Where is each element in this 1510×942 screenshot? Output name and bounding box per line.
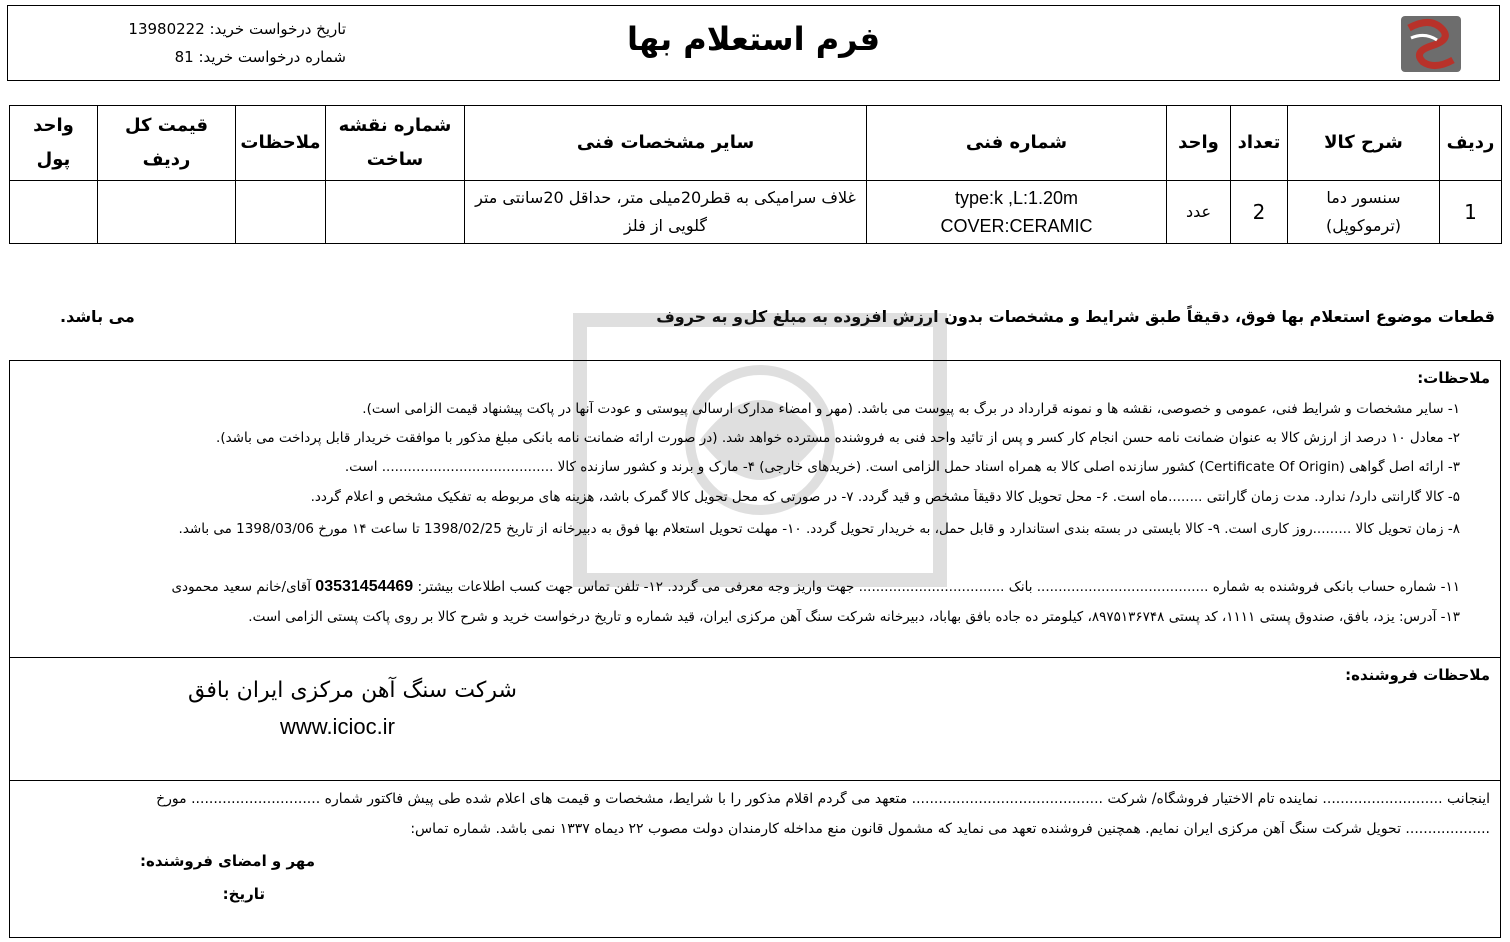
vendor-remarks-section <box>9 657 1501 781</box>
table-row <box>10 181 1502 244</box>
vendor-remarks-title: ملاحظات فروشنده: <box>1345 666 1490 684</box>
note-11 <box>20 578 1460 596</box>
pledge-line-1: اینجانب ........................... نماینده تام الاختیار فروشگاه/ شرکت ........................................... متعهد می گردم اقلام مذکور را با شرایط، مشخصات و قیمت های اعلام شده طی پیش فاکتور شماره ............................. مورخ <box>156 791 1490 807</box>
col-header-tech-no: شماره فنی <box>867 106 1167 181</box>
notes-section <box>9 360 1501 658</box>
cell-total <box>98 181 236 244</box>
request-date: تاریخ درخواست خرید: 13980222 <box>128 20 346 38</box>
note-5: ۵- کالا گارانتی دارد/ ندارد. مدت زمان گارانتی ........ماه است. ۶- محل تحویل کالا دقیقاً مشخص و قید گردد. ۷- در صورتی که محل تحویل کالا گمرک باشد، هزینه های مربوطه به تفکیک مشخص و اعلام گردد. <box>310 489 1460 505</box>
cell-description: سنسور دما (ترموکوپل) <box>1288 181 1440 244</box>
col-header-remarks: ملاحظات <box>236 106 326 181</box>
contact-person: آقای/خانم سعید محمودی <box>171 579 311 595</box>
company-name: شرکت سنگ آهن مرکزی ایران بافق <box>188 678 517 703</box>
contact-phone: 03531454469 <box>315 578 414 595</box>
statement-end: می باشد. <box>60 307 135 326</box>
table-header-row <box>10 106 1502 181</box>
tech-no-line-1: type:k ,L:1.20m <box>954 188 1079 208</box>
price-statement <box>60 307 1495 335</box>
vendor-pledge-section <box>9 780 1501 938</box>
col-header-other-spec: سایر مشخصات فنی <box>465 106 867 181</box>
date-label: تاریخ: <box>222 885 265 903</box>
note-11-text: ۱۱- شماره حساب بانکی فروشنده به شماره ........................................ بانک .................................. جهت واریز وجه معرفی می گردد. ۱۲- تلفن تماس جهت کسب اطلاعات بیشتر: <box>417 579 1460 595</box>
cell-currency <box>10 181 98 244</box>
cell-other-spec <box>465 181 867 244</box>
note-8: ۸- زمان تحویل کالا .........روز کاری است. ۹- کالا بایستی در بسته بندی استاندارد و قابل حمل، به خریدار تحویل گردد. ۱۰- مهلت تحویل استعلام بها فوق به دبیرخانه از تاریخ 1398/02/25 تا ساعت ۱۴ مورخ 1398/03/06 می باشد. <box>178 521 1460 537</box>
col-header-qty: تعداد <box>1231 106 1288 181</box>
request-number: شماره درخواست خرید: 81 <box>174 48 346 66</box>
cell-unit: عدد <box>1167 181 1231 244</box>
pledge-line-2: ................... تحویل شرکت سنگ آهن مرکزی ایران نمایم. همچنین فروشنده تعهد می نماید که مشمول قانون منع مداخله کارمندان دولت مصوب ۲۲ دیماه ۱۳۳۷ نمی باشد. شماره تماس: <box>410 821 1490 837</box>
seal-signature-label: مهر و امضای فروشنده: <box>140 852 315 870</box>
statement-in-words: و به حروف <box>656 307 743 326</box>
col-header-drawing-no: شماره نقشه ساخت <box>326 106 465 181</box>
page-title: فرم استعلام بها <box>626 20 881 58</box>
note-3: ۳- ارائه اصل گواهی (Certificate Of Origin) کشور سازنده اصلی کالا به همراه اسناد حمل الزامی است. (خریدهای خارجی) ۴- مارک و برند و کشور سازنده کالا ........................................ است. <box>344 459 1460 475</box>
header <box>7 5 1500 81</box>
company-website: www.icioc.ir <box>280 714 395 739</box>
note-1: ۱- سایر مشخصات و شرایط فنی، عمومی و خصوصی، نقشه ها و نمونه قرارداد در برگ به پیوست می باشد. (مهر و امضاء مدارک ارسالی پیوستی و عودت آنها در پاکت پیشنهاد قیمت الزامی است). <box>362 401 1460 417</box>
col-header-row: ردیف <box>1440 106 1502 181</box>
statement-main: قطعات موضوع استعلام بها فوق، دقیقاً طبق شرایط و مشخصات بدون ارزش افزوده به مبلغ کل <box>743 307 1495 326</box>
notes-title: ملاحظات: <box>1417 369 1490 387</box>
cell-row: 1 <box>1440 181 1502 244</box>
cell-drawing-no <box>326 181 465 244</box>
other-spec-line-2: گلویی از فلز <box>623 216 708 235</box>
tech-no-line-2: COVER:CERAMIC <box>940 216 1093 236</box>
note-2: ۲- معادل ۱۰ درصد از ارزش کالا به عنوان ضمانت نامه حسن انجام کار کسر و پس از تائید واحد فنی به فروشنده مسترده خواهد شد. (در صورت ارائه ضمانت نامه بانکی مبلغ مذکور با موافقت خریدار قابل پرداخت می باشد). <box>216 430 1460 446</box>
col-header-description: شرح کالا <box>1288 106 1440 181</box>
cell-remarks <box>236 181 326 244</box>
col-header-unit: واحد <box>1167 106 1231 181</box>
col-header-currency: واحد پول <box>10 106 98 181</box>
other-spec-line-1: غلاف سرامیکی به قطر20میلی متر، حداقل 20سانتی متر <box>475 188 856 207</box>
items-table <box>9 105 1502 244</box>
note-13: ۱۳- آدرس: یزد، بافق، صندوق پستی ۱۱۱۱، کد پستی ۸۹۷۵۱۳۶۷۴۸، کیلومتر ده جاده بافق بهاباد، دبیرخانه شرکت سنگ آهن مرکزی ایران، قید شماره و تاریخ درخواست خرید و شرح کالا بر روی پاکت پستی الزامی است. <box>248 609 1460 625</box>
cell-tech-no <box>867 181 1167 244</box>
col-header-total: قیمت کل ردیف <box>98 106 236 181</box>
cell-qty: 2 <box>1231 181 1288 244</box>
